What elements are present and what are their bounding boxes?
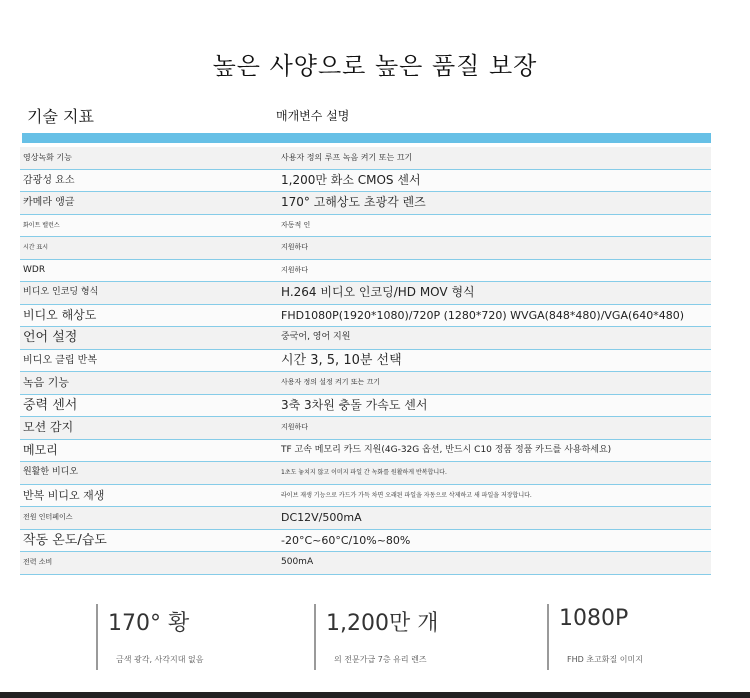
table-row bbox=[20, 530, 711, 553]
spec-label: 원활한 비디오 bbox=[23, 467, 79, 477]
table-row bbox=[20, 417, 711, 440]
table-row bbox=[20, 485, 711, 508]
spec-value: 지원하다 bbox=[281, 243, 309, 251]
spec-label: 비디오 클립 반복 bbox=[23, 354, 97, 366]
spec-label: 모션 감지 bbox=[23, 420, 74, 434]
table-row bbox=[20, 372, 711, 395]
spec-label: 감광성 요소 bbox=[23, 174, 75, 186]
spec-label: 화이트 밸런스 bbox=[23, 221, 60, 229]
table-row bbox=[20, 260, 711, 283]
spec-value: 1초도 놓치지 않고 이미지 파일 간 녹화를 원활하게 반복합니다. bbox=[281, 469, 447, 476]
table-header-spec: 기술 지표 bbox=[27, 107, 94, 126]
spec-value: 3축 3차원 충돌 가속도 센서 bbox=[281, 397, 428, 412]
table-row bbox=[20, 327, 711, 350]
spec-label: WDR bbox=[23, 264, 46, 275]
feature-title: 1,200만 개 bbox=[326, 611, 439, 636]
header-divider-bar bbox=[22, 133, 711, 143]
spec-value: 사용자 정의 설정 켜기 또는 끄기 bbox=[281, 378, 381, 386]
spec-label: 전력 소비 bbox=[23, 558, 53, 566]
spec-value: H.264 비디오 인코딩/HD MOV 형식 bbox=[281, 285, 475, 299]
page-title: 높은 사양으로 높은 품질 보장 bbox=[212, 52, 538, 80]
spec-value: 라이브 재생 기능으로 카드가 가득 차면 오래된 파일을 자동으로 삭제하고 새 파일을 저장합니다. bbox=[281, 491, 532, 499]
table-row bbox=[20, 507, 711, 530]
feature-caption: 금색 광각, 사각지대 없음 bbox=[116, 655, 204, 664]
spec-label: 카메라 앵글 bbox=[23, 197, 75, 208]
bottom-border bbox=[0, 692, 750, 698]
table-row bbox=[20, 192, 711, 215]
table-row bbox=[20, 395, 711, 418]
spec-label: 시간 표시 bbox=[23, 244, 49, 251]
spec-table bbox=[20, 147, 711, 575]
feature-caption: 의 전문가급 7층 유리 렌즈 bbox=[334, 655, 427, 664]
table-row bbox=[20, 305, 711, 328]
table-row bbox=[20, 440, 711, 463]
spec-value: -20°C~60°C/10%~80% bbox=[281, 533, 411, 547]
spec-value: 지원하다 bbox=[281, 423, 309, 431]
spec-value: 자동적 인 bbox=[281, 220, 311, 229]
feature-title: 170° 황 bbox=[108, 611, 190, 636]
spec-value: DC12V/500mA bbox=[281, 511, 362, 524]
spec-value: FHD1080P(1920*1080)/720P (1280*720) WVGA(848*480)/VGA(640*480) bbox=[281, 308, 685, 322]
feature-title: 1080P bbox=[559, 606, 629, 631]
spec-value: 1,200만 화소 CMOS 센서 bbox=[281, 172, 421, 187]
table-row bbox=[20, 350, 711, 373]
spec-label: 녹음 기능 bbox=[23, 376, 70, 389]
spec-label: 전원 인터페이스 bbox=[23, 513, 73, 521]
spec-label: 비디오 인코딩 형식 bbox=[23, 287, 99, 297]
table-row bbox=[20, 170, 711, 193]
spec-value: TF 고속 메모리 카드 지원(4G-32G 옵션, 반드시 C10 정품 정품 카드를 사용하세요) bbox=[281, 444, 612, 455]
spec-value: 170° 고해상도 초광각 렌즈 bbox=[281, 195, 426, 209]
spec-value: 중국어, 영어 지원 bbox=[281, 332, 351, 342]
spec-value: 지원하다 bbox=[281, 265, 309, 274]
spec-value: 시간 3, 5, 10분 선택 bbox=[281, 352, 402, 368]
feature-megapixel bbox=[314, 604, 439, 670]
table-row bbox=[20, 462, 711, 485]
spec-value: 500mA bbox=[281, 557, 314, 567]
feature-wide-angle bbox=[96, 604, 204, 670]
spec-label: 메모리 bbox=[23, 442, 58, 457]
table-row bbox=[20, 552, 711, 575]
table-row bbox=[20, 237, 711, 260]
spec-label: 작동 온도/습도 bbox=[23, 532, 107, 548]
table-header-description: 매개변수 설명 bbox=[276, 109, 350, 123]
table-row bbox=[20, 282, 711, 305]
table-row bbox=[20, 215, 711, 238]
spec-label: 중력 센서 bbox=[23, 397, 78, 413]
spec-label: 비디오 해상도 bbox=[23, 307, 97, 322]
feature-resolution bbox=[547, 604, 643, 670]
spec-label: 반복 비디오 재생 bbox=[23, 488, 105, 502]
spec-value: 사용자 정의 루프 녹음 켜기 또는 끄기 bbox=[281, 153, 413, 162]
table-row bbox=[20, 147, 711, 170]
feature-caption: FHD 초고화질 이미지 bbox=[567, 655, 643, 664]
spec-label: 언어 설정 bbox=[23, 330, 78, 345]
spec-label: 영상녹화 기능 bbox=[23, 153, 72, 162]
